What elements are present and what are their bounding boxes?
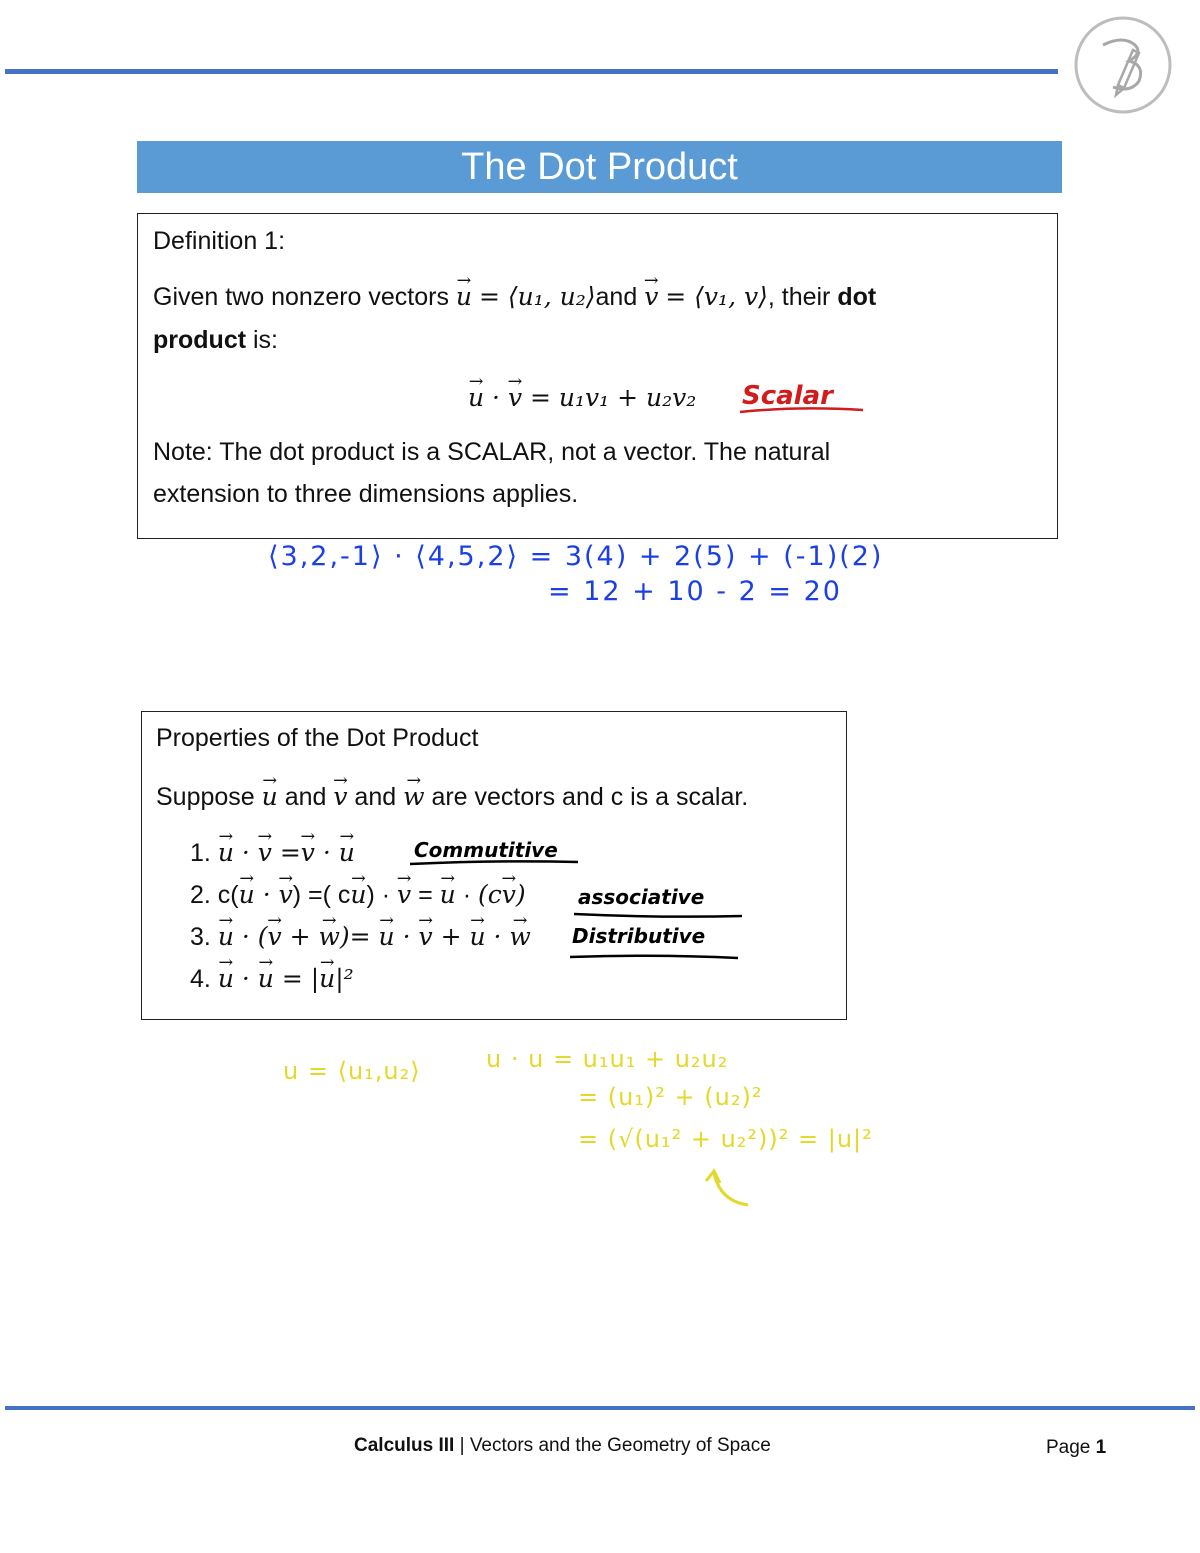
footer-page-label: Page (1046, 1437, 1096, 1458)
properties-intro (156, 782, 748, 812)
intro-rest: are vectors and c is a scalar. (424, 783, 749, 811)
intro-u: u → (262, 782, 278, 811)
footer-course: Calculus III (354, 1435, 455, 1456)
commutative-underline (408, 858, 580, 868)
footer-page (1046, 1437, 1106, 1459)
definition-text-is: is: (246, 326, 278, 354)
footer-course-info (354, 1435, 771, 1457)
derivation-line-1: u · u = u₁u₁ + u₂u₂ (486, 1045, 729, 1073)
dot-product-formula: u → · v → = u₁v₁ + u₂v₂ (468, 383, 696, 412)
associative-underline (572, 910, 744, 920)
intro-and-1: and (277, 783, 334, 811)
property-4: 4. u → · u → = |u →|² (190, 964, 354, 994)
intro-and-2: and (347, 783, 404, 811)
property-1-num: 1. (190, 839, 211, 867)
definition-text-and: and (595, 283, 645, 311)
property-4-num: 4. (190, 965, 211, 993)
property-2-num: 2. (190, 881, 211, 909)
commutative-annotation: Commutitive (414, 838, 558, 862)
note-line-2: extension to three dimensions applies. (153, 480, 579, 508)
formula-u: u → (468, 383, 484, 412)
pen-logo-icon (1073, 15, 1173, 115)
formula-rhs: = u₁v₁ + u₂v₂ (530, 383, 697, 412)
definition-text-a: Given two nonzero vectors (153, 283, 456, 311)
footer-rule (5, 1406, 1195, 1410)
definition-bold-product: product (153, 326, 247, 354)
properties-heading: Properties of the Dot Product (156, 724, 479, 752)
property-3-num: 3. (190, 923, 211, 951)
distributive-underline (568, 952, 740, 962)
intro-w: w → (403, 782, 424, 811)
intro-suppose: Suppose (156, 783, 262, 811)
scalar-annotation: Scalar (742, 381, 833, 411)
header-rule (5, 69, 1058, 74)
derivation-line-3: = (√(u₁² + u₂²))² = |u|² (578, 1125, 873, 1153)
definition-eq-v: = ⟨v₁, v⟩ (665, 282, 768, 311)
vector-v-symbol: v → (644, 282, 658, 311)
page-title: The Dot Product (137, 141, 1062, 193)
derivation-arrow-icon (700, 1165, 760, 1213)
definition-line-1 (153, 282, 876, 312)
footer-topic: Vectors and the Geometry of Space (469, 1435, 771, 1456)
u-definition-annotation: u = ⟨u₁,u₂⟩ (283, 1057, 421, 1085)
definition-text-b: , their (767, 283, 838, 311)
example-line-1: ⟨3,2,-1⟩ · ⟨4,5,2⟩ = 3(4) + 2(5) + (-1)(2) (268, 541, 884, 572)
footer-page-number: 1 (1095, 1437, 1107, 1458)
note-line-1: Note: The dot product is a SCALAR, not a vector. The natural (153, 438, 831, 466)
scalar-underline (738, 404, 868, 416)
property-3: 3. u → · (v → + w →)= u → · v → + u → · w → (190, 922, 531, 952)
formula-v: v → (508, 383, 522, 412)
definition-line-2 (153, 326, 278, 355)
definition-eq-u: = ⟨u₁, u₂⟩ (478, 282, 596, 311)
footer-separator: | (454, 1435, 470, 1456)
example-line-2: = 12 + 10 - 2 = 20 (548, 576, 842, 607)
associative-annotation: associative (578, 885, 705, 909)
intro-v: v → (333, 782, 347, 811)
vector-u-symbol: u → (456, 282, 472, 311)
property-2: 2. c(u → · v →) =( cu →) · v → = u → · (cv →) (190, 880, 526, 910)
property-1: 1. u → · v → =v → · u → (190, 838, 355, 868)
definition-heading: Definition 1: (153, 227, 286, 255)
distributive-annotation: Distributive (572, 924, 706, 948)
derivation-line-2: = (u₁)² + (u₂)² (578, 1083, 763, 1111)
definition-bold-dot: dot (837, 283, 877, 311)
